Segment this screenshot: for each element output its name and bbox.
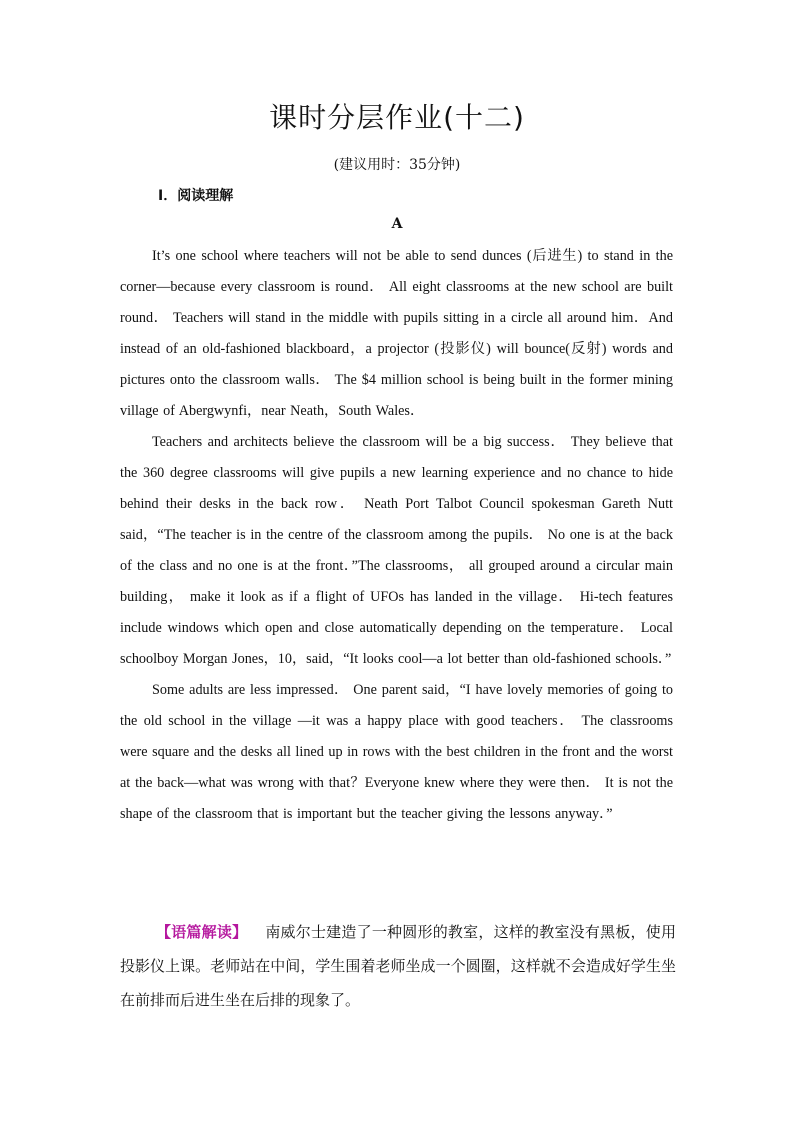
passage-paragraph-1: It’s one school where teachers will not be able to send dunces (后进生) to stand in the corner—because every classroom is round． All eight classrooms at the new school are built round． Teachers will stand in the middle with pupils sitting in a circle all around him．And instead of an old-fashioned blackboard，a projector (投影仪) will bounce(反射) words and pictures onto the classroom walls． The $4 million school is being built in the former mining village of Abergwynfi，near Neath，South Wales．: [120, 248, 673, 419]
summary-tag: 【语篇解读】: [156, 923, 248, 941]
suggested-time: (建议用时：35分钟): [333, 157, 461, 173]
section-heading: Ⅰ．阅读理解: [158, 188, 234, 204]
passage-paragraph-3: Some adults are less impressed． One parent said，“I have lovely memories of going to the old school in the village —it was a happy place with good teachers． The classrooms were square and the desks all lined up in rows with the best children in the front and the worst at the back—what was wrong with that？Everyone knew where they were then． It is not the shape of the classroom that is important but the teacher giving the lessons anyway．”: [120, 682, 673, 822]
passage-summary: [120, 915, 676, 1017]
page-title: 课时分层作业(十二): [269, 101, 525, 134]
passage-paragraph-2: Teachers and architects believe the classroom will be a big success． They believe that the 360 degree classrooms will give pupils a new learning experience and no chance to hide behind their desks in the back row． Neath Port Talbot Council spokesman Gareth Nutt said，“The teacher is in the centre of the classroom among the pupils． No one is at the back of the class and no one is at the front．”The classrooms， all grouped around a circular main building， make it look as if a flight of UFOs has landed in the village． Hi-tech features include windows which open and close automatically depending on the temperature． Local schoolboy Morgan Jones，10，said，“It looks cool—a lot better than old-fashioned schools．”: [120, 434, 673, 667]
passage-label: A: [391, 216, 403, 232]
summary-text: 南威尔士建造了一种圆形的教室，这样的教室没有黑板，使用投影仪上课。老师站在中间，学生围着老师坐成一个圆圈，这样就不会造成好学生坐在前排而后进生坐在后排的现象了。: [120, 923, 676, 1009]
reading-passage: [120, 241, 673, 830]
